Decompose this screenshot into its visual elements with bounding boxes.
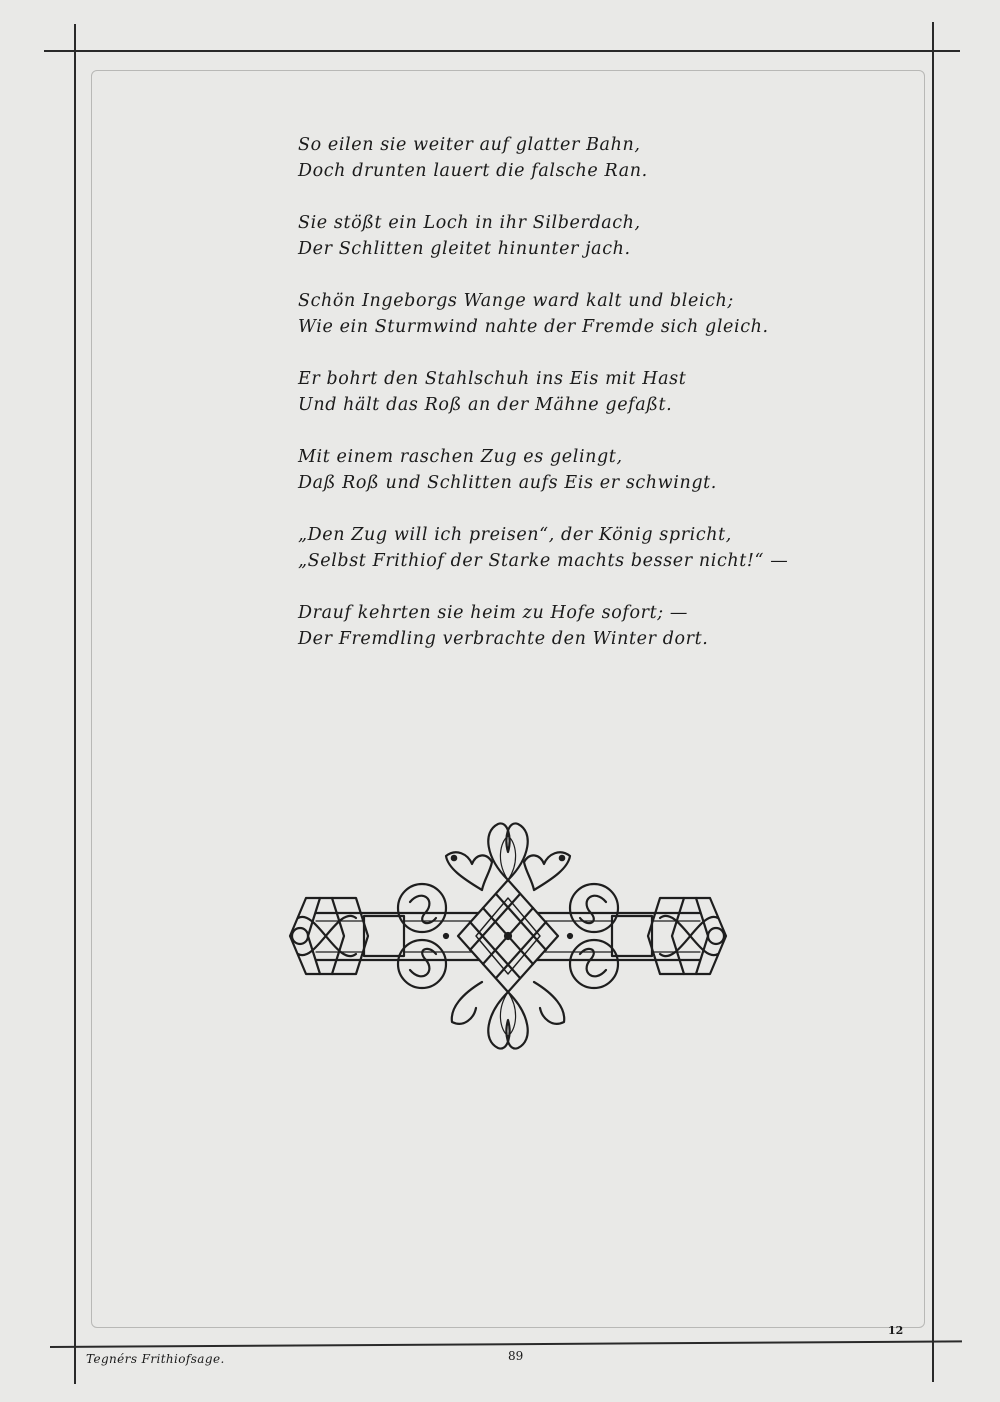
stanza [298, 522, 818, 574]
stanza [298, 210, 818, 262]
celtic-knot-ornament-icon [286, 818, 730, 1054]
poem-line: Er bohrt den Stahlschuh ins Eis mit Hast [298, 369, 687, 389]
poem-line: Der Schlitten gleitet hinunter jach. [298, 239, 631, 259]
stanza [298, 444, 818, 496]
poem-line: Schön Ingeborgs Wange ward kalt und bleich; [298, 291, 734, 311]
stanza [298, 366, 818, 418]
frame-right-rule [932, 22, 934, 1382]
poem-line: Der Fremdling verbrachte den Winter dort. [298, 629, 709, 649]
page-number: 89 [508, 1349, 524, 1363]
poem-line: Und hält das Roß an der Mähne gefaßt. [298, 395, 673, 415]
poem-line: Doch drunten lauert die falsche Ran. [298, 161, 648, 181]
poem-line: Sie stößt ein Loch in ihr Silberdach, [298, 213, 641, 233]
poem-line: „Selbst Frithiof der Starke machts besser nicht!“ — [298, 551, 789, 571]
stanza [298, 600, 818, 652]
frame-bottom-rule [50, 1340, 962, 1347]
frame-left-rule [74, 24, 76, 1384]
stanza [298, 288, 818, 340]
poem-line: Wie ein Sturmwind nahte der Fremde sich gleich. [298, 317, 769, 337]
frame-top-rule [44, 50, 960, 52]
poem [298, 132, 818, 678]
poem-line: „Den Zug will ich preisen“, der König spricht, [298, 525, 732, 545]
book-title-footer: Tegnérs Frithiofsage. [86, 1352, 225, 1366]
stanza [298, 132, 818, 184]
poem-line: So eilen sie weiter auf glatter Bahn, [298, 135, 641, 155]
poem-line: Mit einem raschen Zug es gelingt, [298, 447, 623, 467]
poem-line: Drauf kehrten sie heim zu Hofe sofort; — [298, 603, 688, 623]
signature-mark: 12 [888, 1324, 904, 1337]
poem-line: Daß Roß und Schlitten aufs Eis er schwingt. [298, 473, 717, 493]
